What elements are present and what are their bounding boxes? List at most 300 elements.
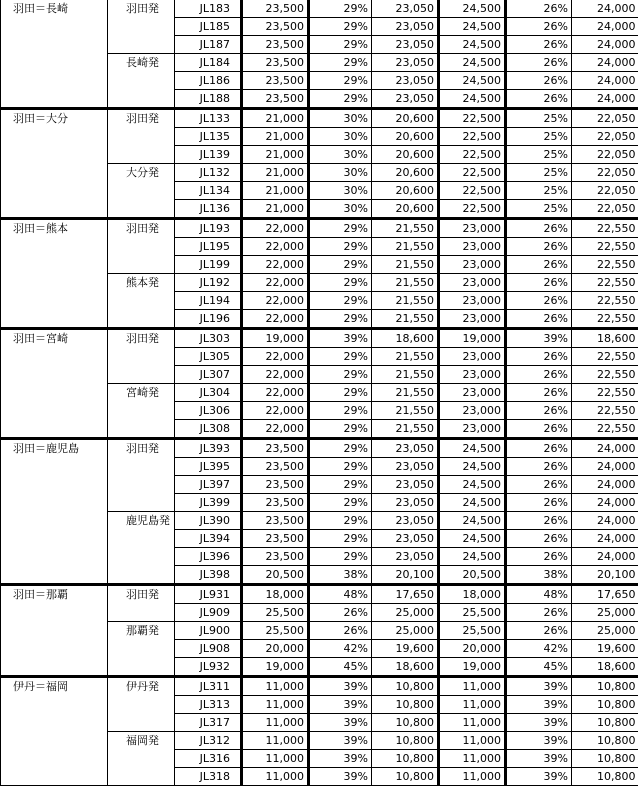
route-cell: 羽田＝長崎 <box>1 0 108 109</box>
peak-discount-rate-cell: 26% <box>506 476 572 494</box>
peak-discount-rate-cell: 26% <box>506 292 572 310</box>
flight-number-cell: JL136 <box>175 200 242 219</box>
discount-rate-cell: 29% <box>309 36 372 54</box>
flight-number-cell: JL307 <box>175 366 242 384</box>
fare-peak-discounted-cell: 22,550 <box>572 402 638 420</box>
flight-number-cell: JL185 <box>175 18 242 36</box>
fare-normal-cell: 25,500 <box>242 622 309 640</box>
peak-discount-rate-cell: 26% <box>506 36 572 54</box>
fare-peak-discounted-cell: 24,000 <box>572 18 638 36</box>
fare-peak-discounted-cell: 22,550 <box>572 219 638 238</box>
flight-number-cell: JL317 <box>175 714 242 732</box>
discount-rate-cell: 29% <box>309 219 372 238</box>
fare-discounted-cell: 25,000 <box>372 604 439 622</box>
fare-peak-cell: 23,000 <box>439 384 506 402</box>
discount-rate-cell: 29% <box>309 18 372 36</box>
fare-discounted-cell: 10,800 <box>372 732 439 750</box>
flight-number-cell: JL308 <box>175 420 242 439</box>
direction-cell: 宮崎発 <box>108 384 175 439</box>
discount-rate-cell: 29% <box>309 476 372 494</box>
fare-normal-cell: 22,000 <box>242 348 309 366</box>
fare-peak-cell: 20,000 <box>439 640 506 658</box>
fare-peak-cell: 11,000 <box>439 768 506 786</box>
discount-rate-cell: 29% <box>309 458 372 476</box>
fare-discounted-cell: 21,550 <box>372 292 439 310</box>
fare-peak-discounted-cell: 22,550 <box>572 384 638 402</box>
flight-number-cell: JL908 <box>175 640 242 658</box>
discount-rate-cell: 29% <box>309 54 372 72</box>
fare-peak-discounted-cell: 22,050 <box>572 146 638 164</box>
fare-normal-cell: 23,500 <box>242 18 309 36</box>
peak-discount-rate-cell: 26% <box>506 530 572 548</box>
fare-normal-cell: 19,000 <box>242 658 309 677</box>
route-cell: 羽田＝大分 <box>1 109 108 219</box>
discount-rate-cell: 29% <box>309 348 372 366</box>
fare-discounted-cell: 10,800 <box>372 714 439 732</box>
fare-discounted-cell: 21,550 <box>372 402 439 420</box>
fare-normal-cell: 11,000 <box>242 677 309 696</box>
flight-number-cell: JL194 <box>175 292 242 310</box>
fare-discounted-cell: 23,050 <box>372 476 439 494</box>
discount-rate-cell: 30% <box>309 200 372 219</box>
table-row <box>1 109 638 128</box>
fare-normal-cell: 11,000 <box>242 768 309 786</box>
flight-number-cell: JL304 <box>175 384 242 402</box>
fare-normal-cell: 21,000 <box>242 128 309 146</box>
fare-peak-discounted-cell: 24,000 <box>572 54 638 72</box>
fare-normal-cell: 11,000 <box>242 750 309 768</box>
fare-normal-cell: 11,000 <box>242 714 309 732</box>
discount-rate-cell: 29% <box>309 72 372 90</box>
discount-rate-cell: 30% <box>309 182 372 200</box>
flight-number-cell: JL398 <box>175 566 242 585</box>
fare-discounted-cell: 23,050 <box>372 458 439 476</box>
flight-number-cell: JL187 <box>175 36 242 54</box>
fare-discounted-cell: 23,050 <box>372 439 439 458</box>
fare-peak-cell: 22,500 <box>439 164 506 182</box>
discount-rate-cell: 29% <box>309 310 372 329</box>
fare-normal-cell: 21,000 <box>242 109 309 128</box>
peak-discount-rate-cell: 26% <box>506 512 572 530</box>
fare-peak-cell: 23,000 <box>439 366 506 384</box>
fare-peak-discounted-cell: 22,550 <box>572 274 638 292</box>
fare-peak-cell: 23,000 <box>439 256 506 274</box>
fare-discounted-cell: 20,600 <box>372 128 439 146</box>
discount-rate-cell: 29% <box>309 402 372 420</box>
fare-peak-discounted-cell: 22,050 <box>572 164 638 182</box>
discount-rate-cell: 39% <box>309 329 372 348</box>
fare-peak-cell: 23,000 <box>439 274 506 292</box>
fare-normal-cell: 22,000 <box>242 402 309 420</box>
fare-normal-cell: 21,000 <box>242 164 309 182</box>
fare-peak-discounted-cell: 24,000 <box>572 494 638 512</box>
fare-peak-discounted-cell: 24,000 <box>572 90 638 109</box>
discount-rate-cell: 42% <box>309 640 372 658</box>
fare-normal-cell: 22,000 <box>242 219 309 238</box>
fare-peak-cell: 11,000 <box>439 677 506 696</box>
fare-discounted-cell: 23,050 <box>372 72 439 90</box>
fare-peak-cell: 23,000 <box>439 219 506 238</box>
fare-discounted-cell: 23,050 <box>372 54 439 72</box>
fare-peak-cell: 23,000 <box>439 348 506 366</box>
fare-peak-cell: 11,000 <box>439 714 506 732</box>
discount-rate-cell: 29% <box>309 0 372 18</box>
fare-peak-cell: 24,500 <box>439 548 506 566</box>
fare-peak-discounted-cell: 22,550 <box>572 256 638 274</box>
fare-normal-cell: 23,500 <box>242 439 309 458</box>
fare-discounted-cell: 21,550 <box>372 310 439 329</box>
fare-discounted-cell: 21,550 <box>372 219 439 238</box>
discount-rate-cell: 29% <box>309 439 372 458</box>
fare-peak-discounted-cell: 18,600 <box>572 329 638 348</box>
fare-normal-cell: 23,500 <box>242 548 309 566</box>
fare-peak-cell: 24,500 <box>439 90 506 109</box>
discount-rate-cell: 39% <box>309 677 372 696</box>
fare-normal-cell: 18,000 <box>242 585 309 604</box>
flight-number-cell: JL396 <box>175 548 242 566</box>
fare-peak-discounted-cell: 10,800 <box>572 732 638 750</box>
discount-rate-cell: 38% <box>309 566 372 585</box>
fare-discounted-cell: 20,600 <box>372 182 439 200</box>
discount-rate-cell: 48% <box>309 585 372 604</box>
fare-discounted-cell: 21,550 <box>372 238 439 256</box>
flight-number-cell: JL900 <box>175 622 242 640</box>
fare-peak-cell: 24,500 <box>439 0 506 18</box>
fare-normal-cell: 21,000 <box>242 200 309 219</box>
fare-discounted-cell: 17,650 <box>372 585 439 604</box>
direction-cell: 那覇発 <box>108 622 175 677</box>
discount-rate-cell: 26% <box>309 622 372 640</box>
flight-number-cell: JL139 <box>175 146 242 164</box>
peak-discount-rate-cell: 26% <box>506 420 572 439</box>
flight-number-cell: JL932 <box>175 658 242 677</box>
peak-discount-rate-cell: 26% <box>506 348 572 366</box>
peak-discount-rate-cell: 39% <box>506 696 572 714</box>
peak-discount-rate-cell: 26% <box>506 238 572 256</box>
flight-number-cell: JL305 <box>175 348 242 366</box>
peak-discount-rate-cell: 26% <box>506 366 572 384</box>
fare-peak-discounted-cell: 22,550 <box>572 366 638 384</box>
discount-rate-cell: 29% <box>309 384 372 402</box>
fare-peak-discounted-cell: 10,800 <box>572 677 638 696</box>
fare-normal-cell: 23,500 <box>242 512 309 530</box>
peak-discount-rate-cell: 25% <box>506 200 572 219</box>
fare-peak-cell: 24,500 <box>439 439 506 458</box>
discount-rate-cell: 29% <box>309 274 372 292</box>
fare-normal-cell: 22,000 <box>242 310 309 329</box>
fare-peak-cell: 24,500 <box>439 530 506 548</box>
discount-rate-cell: 30% <box>309 146 372 164</box>
fare-peak-discounted-cell: 22,050 <box>572 182 638 200</box>
direction-cell: 羽田発 <box>108 0 175 54</box>
peak-discount-rate-cell: 38% <box>506 566 572 585</box>
direction-cell: 羽田発 <box>108 585 175 622</box>
fare-peak-cell: 11,000 <box>439 696 506 714</box>
peak-discount-rate-cell: 42% <box>506 640 572 658</box>
direction-cell: 熊本発 <box>108 274 175 329</box>
fare-peak-cell: 19,000 <box>439 329 506 348</box>
fare-normal-cell: 22,000 <box>242 420 309 439</box>
fare-peak-cell: 25,500 <box>439 622 506 640</box>
fare-discounted-cell: 21,550 <box>372 274 439 292</box>
fare-normal-cell: 22,000 <box>242 292 309 310</box>
discount-rate-cell: 29% <box>309 256 372 274</box>
table-row <box>1 677 638 696</box>
route-cell: 羽田＝熊本 <box>1 219 108 329</box>
fare-normal-cell: 20,500 <box>242 566 309 585</box>
direction-cell: 羽田発 <box>108 329 175 384</box>
peak-discount-rate-cell: 26% <box>506 604 572 622</box>
discount-rate-cell: 39% <box>309 732 372 750</box>
flight-number-cell: JL135 <box>175 128 242 146</box>
fare-table-body <box>1 0 638 786</box>
discount-rate-cell: 29% <box>309 90 372 109</box>
flight-number-cell: JL195 <box>175 238 242 256</box>
route-cell: 羽田＝鹿児島 <box>1 439 108 585</box>
fare-normal-cell: 21,000 <box>242 182 309 200</box>
fare-discounted-cell: 20,600 <box>372 200 439 219</box>
fare-normal-cell: 23,500 <box>242 476 309 494</box>
discount-rate-cell: 39% <box>309 696 372 714</box>
fare-normal-cell: 23,500 <box>242 458 309 476</box>
fare-peak-discounted-cell: 22,550 <box>572 238 638 256</box>
fare-normal-cell: 22,000 <box>242 274 309 292</box>
fare-peak-cell: 22,500 <box>439 109 506 128</box>
fare-peak-cell: 22,500 <box>439 200 506 219</box>
fare-peak-discounted-cell: 24,000 <box>572 458 638 476</box>
flight-number-cell: JL306 <box>175 402 242 420</box>
fare-discounted-cell: 23,050 <box>372 512 439 530</box>
fare-peak-discounted-cell: 10,800 <box>572 714 638 732</box>
fare-discounted-cell: 18,600 <box>372 658 439 677</box>
direction-cell: 大分発 <box>108 164 175 219</box>
fare-peak-discounted-cell: 20,100 <box>572 566 638 585</box>
fare-peak-discounted-cell: 10,800 <box>572 696 638 714</box>
fare-peak-cell: 22,500 <box>439 128 506 146</box>
flight-number-cell: JL397 <box>175 476 242 494</box>
peak-discount-rate-cell: 25% <box>506 128 572 146</box>
peak-discount-rate-cell: 39% <box>506 677 572 696</box>
fare-peak-cell: 24,500 <box>439 72 506 90</box>
discount-rate-cell: 39% <box>309 714 372 732</box>
direction-cell: 福岡発 <box>108 732 175 786</box>
flight-number-cell: JL316 <box>175 750 242 768</box>
fare-discounted-cell: 10,800 <box>372 750 439 768</box>
flight-number-cell: JL188 <box>175 90 242 109</box>
discount-rate-cell: 29% <box>309 292 372 310</box>
peak-discount-rate-cell: 25% <box>506 109 572 128</box>
flight-number-cell: JL394 <box>175 530 242 548</box>
fare-peak-discounted-cell: 24,000 <box>572 548 638 566</box>
fare-peak-cell: 23,000 <box>439 292 506 310</box>
discount-rate-cell: 29% <box>309 420 372 439</box>
discount-rate-cell: 30% <box>309 109 372 128</box>
fare-peak-discounted-cell: 10,800 <box>572 750 638 768</box>
direction-cell: 羽田発 <box>108 109 175 164</box>
fare-peak-discounted-cell: 24,000 <box>572 512 638 530</box>
peak-discount-rate-cell: 25% <box>506 146 572 164</box>
fare-peak-cell: 11,000 <box>439 732 506 750</box>
fare-peak-cell: 23,000 <box>439 420 506 439</box>
fare-peak-discounted-cell: 24,000 <box>572 439 638 458</box>
direction-cell: 伊丹発 <box>108 677 175 732</box>
peak-discount-rate-cell: 26% <box>506 72 572 90</box>
discount-rate-cell: 29% <box>309 548 372 566</box>
table-row <box>1 0 638 18</box>
route-cell: 羽田＝宮崎 <box>1 329 108 439</box>
fare-normal-cell: 11,000 <box>242 732 309 750</box>
flight-number-cell: JL303 <box>175 329 242 348</box>
flight-number-cell: JL931 <box>175 585 242 604</box>
peak-discount-rate-cell: 26% <box>506 458 572 476</box>
fare-normal-cell: 19,000 <box>242 329 309 348</box>
direction-cell: 羽田発 <box>108 439 175 512</box>
peak-discount-rate-cell: 39% <box>506 714 572 732</box>
table-row <box>1 219 638 238</box>
fare-normal-cell: 20,000 <box>242 640 309 658</box>
route-cell: 羽田＝那覇 <box>1 585 108 677</box>
peak-discount-rate-cell: 26% <box>506 0 572 18</box>
direction-cell: 鹿児島発 <box>108 512 175 585</box>
fare-peak-cell: 23,000 <box>439 310 506 329</box>
fare-normal-cell: 22,000 <box>242 238 309 256</box>
peak-discount-rate-cell: 39% <box>506 329 572 348</box>
peak-discount-rate-cell: 48% <box>506 585 572 604</box>
fare-peak-discounted-cell: 17,650 <box>572 585 638 604</box>
flight-number-cell: JL186 <box>175 72 242 90</box>
flight-number-cell: JL199 <box>175 256 242 274</box>
discount-rate-cell: 45% <box>309 658 372 677</box>
discount-rate-cell: 29% <box>309 494 372 512</box>
fare-discounted-cell: 23,050 <box>372 494 439 512</box>
fare-peak-cell: 24,500 <box>439 494 506 512</box>
fare-normal-cell: 25,500 <box>242 604 309 622</box>
fare-peak-cell: 24,500 <box>439 54 506 72</box>
fare-normal-cell: 11,000 <box>242 696 309 714</box>
fare-peak-cell: 18,000 <box>439 585 506 604</box>
fare-normal-cell: 22,000 <box>242 256 309 274</box>
fare-peak-cell: 24,500 <box>439 36 506 54</box>
fare-discounted-cell: 21,550 <box>372 366 439 384</box>
fare-discounted-cell: 10,800 <box>372 677 439 696</box>
flight-number-cell: JL192 <box>175 274 242 292</box>
discount-rate-cell: 29% <box>309 238 372 256</box>
peak-discount-rate-cell: 26% <box>506 90 572 109</box>
fare-peak-discounted-cell: 22,550 <box>572 348 638 366</box>
flight-number-cell: JL196 <box>175 310 242 329</box>
fare-discounted-cell: 21,550 <box>372 256 439 274</box>
fare-peak-discounted-cell: 24,000 <box>572 530 638 548</box>
peak-discount-rate-cell: 26% <box>506 256 572 274</box>
fare-peak-cell: 23,000 <box>439 402 506 420</box>
fare-peak-discounted-cell: 24,000 <box>572 476 638 494</box>
discount-rate-cell: 39% <box>309 768 372 786</box>
fare-discounted-cell: 21,550 <box>372 348 439 366</box>
fare-normal-cell: 23,500 <box>242 530 309 548</box>
peak-discount-rate-cell: 39% <box>506 732 572 750</box>
fare-discounted-cell: 23,050 <box>372 530 439 548</box>
discount-rate-cell: 29% <box>309 530 372 548</box>
fare-discounted-cell: 23,050 <box>372 548 439 566</box>
flight-number-cell: JL312 <box>175 732 242 750</box>
fare-discounted-cell: 20,600 <box>372 164 439 182</box>
fare-normal-cell: 23,500 <box>242 36 309 54</box>
fare-peak-cell: 11,000 <box>439 750 506 768</box>
fare-peak-discounted-cell: 24,000 <box>572 0 638 18</box>
fare-peak-discounted-cell: 22,550 <box>572 420 638 439</box>
fare-discounted-cell: 23,050 <box>372 90 439 109</box>
flight-number-cell: JL134 <box>175 182 242 200</box>
fare-peak-cell: 19,000 <box>439 658 506 677</box>
direction-cell: 羽田発 <box>108 219 175 274</box>
fare-discounted-cell: 20,600 <box>372 109 439 128</box>
discount-rate-cell: 39% <box>309 750 372 768</box>
fare-peak-cell: 24,500 <box>439 476 506 494</box>
flight-number-cell: JL393 <box>175 439 242 458</box>
fare-normal-cell: 22,000 <box>242 366 309 384</box>
peak-discount-rate-cell: 26% <box>506 274 572 292</box>
peak-discount-rate-cell: 26% <box>506 54 572 72</box>
fare-discounted-cell: 10,800 <box>372 696 439 714</box>
table-row <box>1 439 638 458</box>
table-row <box>1 329 638 348</box>
fare-peak-discounted-cell: 22,550 <box>572 292 638 310</box>
fare-normal-cell: 22,000 <box>242 384 309 402</box>
direction-cell: 長崎発 <box>108 54 175 109</box>
fare-normal-cell: 23,500 <box>242 54 309 72</box>
fare-peak-discounted-cell: 22,050 <box>572 109 638 128</box>
flight-number-cell: JL311 <box>175 677 242 696</box>
fare-peak-discounted-cell: 25,000 <box>572 622 638 640</box>
peak-discount-rate-cell: 26% <box>506 548 572 566</box>
fare-discounted-cell: 25,000 <box>372 622 439 640</box>
fare-peak-discounted-cell: 24,000 <box>572 36 638 54</box>
flight-number-cell: JL395 <box>175 458 242 476</box>
discount-rate-cell: 30% <box>309 128 372 146</box>
peak-discount-rate-cell: 26% <box>506 18 572 36</box>
fare-discounted-cell: 23,050 <box>372 36 439 54</box>
fare-peak-discounted-cell: 19,600 <box>572 640 638 658</box>
fare-peak-discounted-cell: 10,800 <box>572 768 638 786</box>
fare-discounted-cell: 23,050 <box>372 18 439 36</box>
flight-number-cell: JL183 <box>175 0 242 18</box>
peak-discount-rate-cell: 39% <box>506 750 572 768</box>
discount-rate-cell: 26% <box>309 604 372 622</box>
fare-peak-cell: 24,500 <box>439 18 506 36</box>
fare-normal-cell: 23,500 <box>242 72 309 90</box>
flight-number-cell: JL184 <box>175 54 242 72</box>
fare-peak-discounted-cell: 22,050 <box>572 200 638 219</box>
fare-peak-cell: 23,000 <box>439 238 506 256</box>
fare-discounted-cell: 23,050 <box>372 0 439 18</box>
flight-number-cell: JL399 <box>175 494 242 512</box>
route-cell: 伊丹＝福岡 <box>1 677 108 786</box>
fare-peak-discounted-cell: 18,600 <box>572 658 638 677</box>
peak-discount-rate-cell: 39% <box>506 768 572 786</box>
peak-discount-rate-cell: 25% <box>506 164 572 182</box>
fare-normal-cell: 23,500 <box>242 90 309 109</box>
fare-peak-cell: 22,500 <box>439 182 506 200</box>
flight-number-cell: JL132 <box>175 164 242 182</box>
peak-discount-rate-cell: 26% <box>506 402 572 420</box>
flight-number-cell: JL390 <box>175 512 242 530</box>
fare-peak-discounted-cell: 24,000 <box>572 72 638 90</box>
table-row <box>1 585 638 604</box>
fare-normal-cell: 21,000 <box>242 146 309 164</box>
fare-normal-cell: 23,500 <box>242 494 309 512</box>
fare-peak-cell: 22,500 <box>439 146 506 164</box>
flight-number-cell: JL193 <box>175 219 242 238</box>
